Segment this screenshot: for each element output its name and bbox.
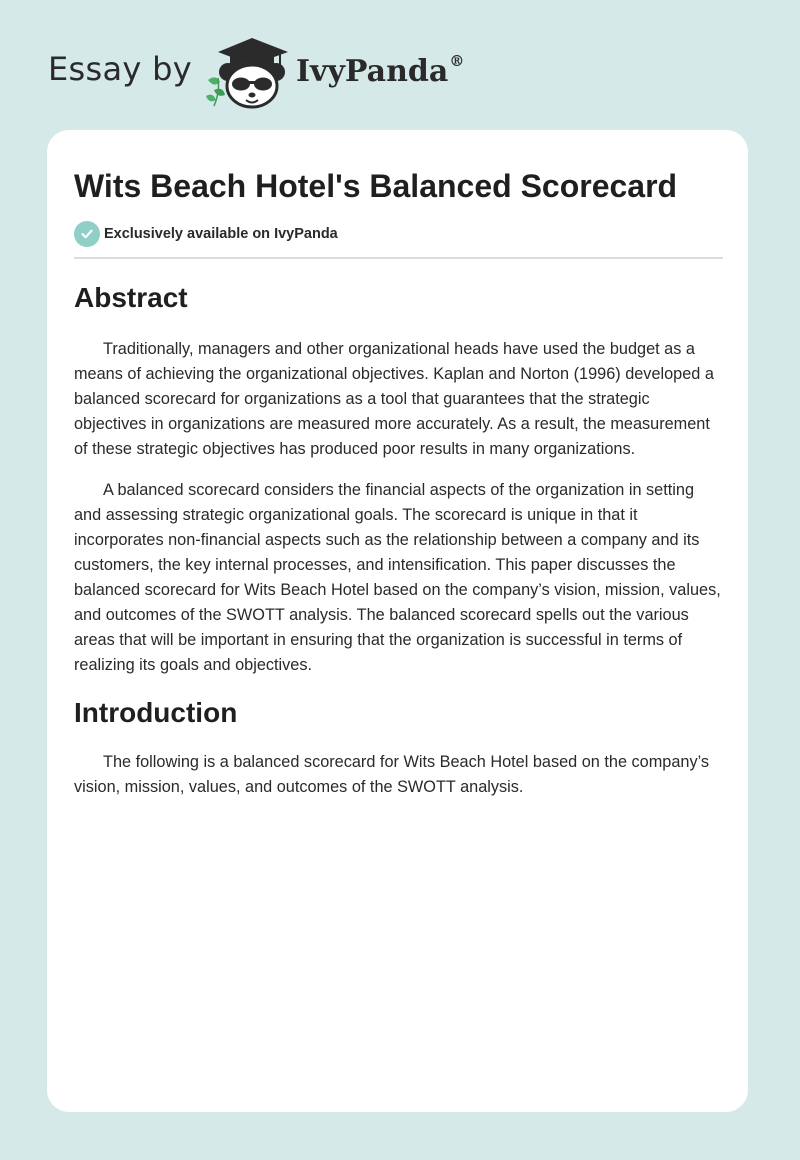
site-header <box>48 34 508 110</box>
check-icon <box>74 221 100 247</box>
availability-badge <box>74 221 722 247</box>
introduction-heading: Introduction <box>74 697 238 728</box>
brand-name[interactable] <box>296 54 464 89</box>
panda-logo-icon[interactable] <box>200 34 300 110</box>
abstract-paragraph-2: A balanced scorecard considers the financial aspects of the organization in setting and assessing strategic organizational goals. The scorecard is unique in that it incorporates non-financial aspects such as the relationship between a company and its customers, the key internal processes, and intensification. This paper discusses the balanced scorecard for Wits Beach Hotel based on the company’s vision, mission, values, and outcomes of the SWOTT analysis. The balanced scorecard spells out the various areas that will be important in ensuring that the organization is successful in terms of realizing its goals and objectives. <box>74 481 721 674</box>
page-title: Wits Beach Hotel's Balanced Scorecard <box>74 168 678 204</box>
essay-by-label: Essay by <box>48 50 192 88</box>
introduction-paragraph-1: The following is a balanced scorecard for Wits Beach Hotel based on the company’s vision, mission, values, and outcomes of the SWOTT analysis. <box>74 753 710 796</box>
document-card <box>47 130 748 1112</box>
brand-name-text: IvyPanda <box>296 54 449 89</box>
availability-text: Exclusively available on IvyPanda <box>104 226 338 242</box>
abstract-heading: Abstract <box>74 282 188 313</box>
registered-mark: ® <box>449 52 465 70</box>
abstract-paragraph-1: Traditionally, managers and other organizational heads have used the budget as a means of achieving the organizational objectives. Kaplan and Norton (1996) developed a balanced scorecard for organizations as a tool that guarantees that the strategic objectives in organizations are measured more accurately. As a result, the measurement of these strategic objectives has produced poor results in many organizations. <box>74 340 714 458</box>
divider <box>74 257 723 259</box>
